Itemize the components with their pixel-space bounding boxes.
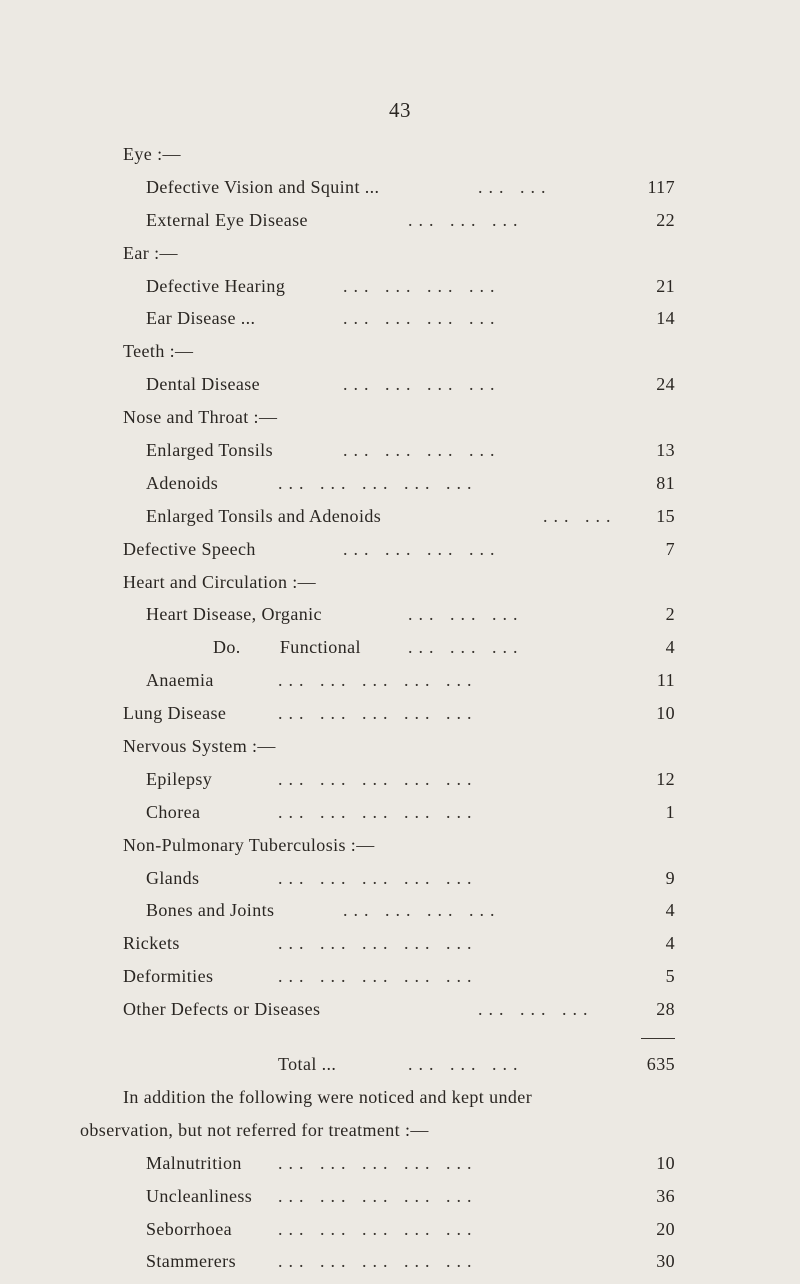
item-label: Enlarged Tonsils and Adenoids	[146, 505, 382, 526]
total-rule-wrapper	[123, 1026, 713, 1048]
leader-dots: ... ... ... ...	[343, 308, 501, 329]
list-item	[123, 664, 713, 697]
item-value: 36	[656, 1185, 675, 1206]
heading-label: Ear :—	[123, 242, 178, 263]
list-item	[123, 894, 713, 927]
list-item	[123, 697, 713, 730]
item-label: Adenoids	[146, 472, 219, 493]
item-label: Rickets	[123, 933, 180, 954]
leader-dots: ... ... ... ... ...	[278, 472, 478, 493]
item-label: Epilepsy	[146, 768, 213, 789]
page-number: 43	[389, 98, 411, 122]
leader-dots: ... ... ... ... ...	[278, 801, 478, 822]
list-item	[123, 862, 713, 895]
item-value: 4	[665, 637, 675, 658]
list-item	[123, 434, 713, 467]
section-heading-teeth	[123, 335, 713, 368]
observation-line-2: observation, but not referred for treatment :—	[80, 1119, 429, 1140]
item-value: 28	[656, 999, 675, 1020]
item-value: 12	[656, 768, 675, 789]
total-label: Total ...	[278, 1054, 337, 1075]
item-value: 13	[656, 440, 675, 461]
item-value: 20	[656, 1218, 675, 1239]
list-item	[123, 763, 713, 796]
item-label: External Eye Disease	[146, 209, 308, 230]
item-label: Other Defects or Diseases	[123, 999, 321, 1020]
item-value: 30	[656, 1251, 675, 1272]
list-item	[123, 598, 713, 631]
heading-label: Nose and Throat :—	[123, 407, 278, 428]
item-label: Defective Speech	[123, 538, 256, 559]
leader-dots: ... ... ...	[408, 637, 524, 658]
list-item	[123, 533, 713, 566]
item-label: Ear Disease ...	[146, 308, 256, 329]
leader-dots: ... ...	[478, 176, 552, 197]
section-heading-tuberculosis	[123, 829, 713, 862]
leader-dots: ... ... ... ...	[343, 374, 501, 395]
heading-label: Teeth :—	[123, 341, 194, 362]
item-label: Do. Functional	[213, 637, 361, 658]
leader-dots: ... ... ... ... ...	[278, 1185, 478, 1206]
section-heading-ear	[123, 237, 713, 270]
leader-dots: ... ...	[543, 505, 617, 526]
leader-dots: ... ... ...	[408, 604, 524, 625]
leader-dots: ... ... ... ... ...	[278, 867, 478, 888]
heading-label: Eye :—	[123, 144, 181, 164]
total-row	[123, 1048, 713, 1081]
leader-dots: ... ... ... ... ...	[278, 1218, 478, 1239]
defects-list	[80, 138, 713, 1278]
item-value: 81	[656, 472, 675, 493]
item-value: 7	[665, 538, 675, 559]
leader-dots: ... ... ... ... ...	[278, 768, 478, 789]
section-heading-eye	[123, 138, 713, 171]
list-item	[123, 960, 713, 993]
item-label: Lung Disease	[123, 703, 227, 724]
item-value: 4	[665, 900, 675, 921]
leader-dots: ... ... ... ... ...	[278, 670, 478, 691]
item-label: Chorea	[146, 801, 201, 822]
item-value: 10	[656, 1152, 675, 1173]
heading-label: Non-Pulmonary Tuberculosis :—	[123, 834, 375, 855]
list-item	[123, 500, 713, 533]
item-value: 15	[656, 505, 675, 526]
item-label: Defective Vision and Squint ...	[146, 176, 380, 197]
leader-dots: ... ... ... ...	[343, 900, 501, 921]
leader-dots: ... ... ... ...	[343, 538, 501, 559]
list-item	[123, 171, 713, 204]
total-value: 635	[646, 1054, 675, 1075]
section-heading-nervous	[123, 730, 713, 763]
item-value: 117	[647, 176, 675, 197]
item-value: 1	[665, 801, 675, 822]
list-item	[123, 796, 713, 829]
item-value: 21	[656, 275, 675, 296]
item-label: Bones and Joints	[146, 900, 275, 921]
item-value: 14	[656, 308, 675, 329]
leader-dots: ... ... ... ... ...	[278, 966, 478, 987]
total-rule	[641, 1038, 675, 1039]
list-item	[123, 270, 713, 303]
leader-dots: ... ... ... ...	[343, 275, 501, 296]
item-label: Enlarged Tonsils	[146, 440, 273, 461]
item-label: Defective Hearing	[146, 275, 286, 296]
item-label: Seborrhoea	[146, 1218, 232, 1239]
item-value: 2	[665, 604, 675, 625]
item-label: Heart Disease, Organic	[146, 604, 322, 625]
leader-dots: ... ... ... ... ...	[278, 1152, 478, 1173]
item-value: 10	[656, 703, 675, 724]
section-heading-heart	[123, 566, 713, 599]
item-value: 22	[656, 209, 675, 230]
item-label: Deformities	[123, 966, 214, 987]
list-item	[123, 1245, 713, 1278]
item-label: Uncleanliness	[146, 1185, 253, 1206]
leader-dots: ... ... ... ...	[343, 440, 501, 461]
leader-dots: ... ... ... ... ...	[278, 703, 478, 724]
observation-paragraph	[80, 1081, 713, 1147]
list-item	[123, 927, 713, 960]
list-item	[123, 467, 713, 500]
item-label: Stammerers	[146, 1251, 236, 1272]
list-item	[123, 631, 713, 664]
item-label: Anaemia	[146, 670, 214, 691]
observation-line-1: In addition the following were noticed and kept under	[123, 1086, 533, 1107]
section-heading-nose-throat	[123, 401, 713, 434]
list-item	[123, 1180, 713, 1213]
item-value: 24	[656, 374, 675, 395]
list-item	[123, 368, 713, 401]
item-label: Malnutrition	[146, 1152, 242, 1173]
item-value: 5	[665, 966, 675, 987]
leader-dots: ... ... ... ... ...	[278, 1251, 478, 1272]
item-value: 11	[656, 670, 675, 691]
leader-dots: ... ... ...	[478, 999, 594, 1020]
list-item	[123, 1147, 713, 1180]
leader-dots: ... ... ...	[408, 209, 524, 230]
item-label: Glands	[146, 867, 200, 888]
item-label: Dental Disease	[146, 374, 261, 395]
heading-label: Nervous System :—	[123, 736, 276, 757]
list-item	[123, 302, 713, 335]
list-item	[123, 993, 713, 1026]
leader-dots: ... ... ...	[408, 1054, 524, 1075]
item-value: 9	[665, 867, 675, 888]
heading-label: Heart and Circulation :—	[123, 571, 317, 592]
item-value: 4	[665, 933, 675, 954]
list-item	[123, 1213, 713, 1246]
list-item	[123, 204, 713, 237]
leader-dots: ... ... ... ... ...	[278, 933, 478, 954]
